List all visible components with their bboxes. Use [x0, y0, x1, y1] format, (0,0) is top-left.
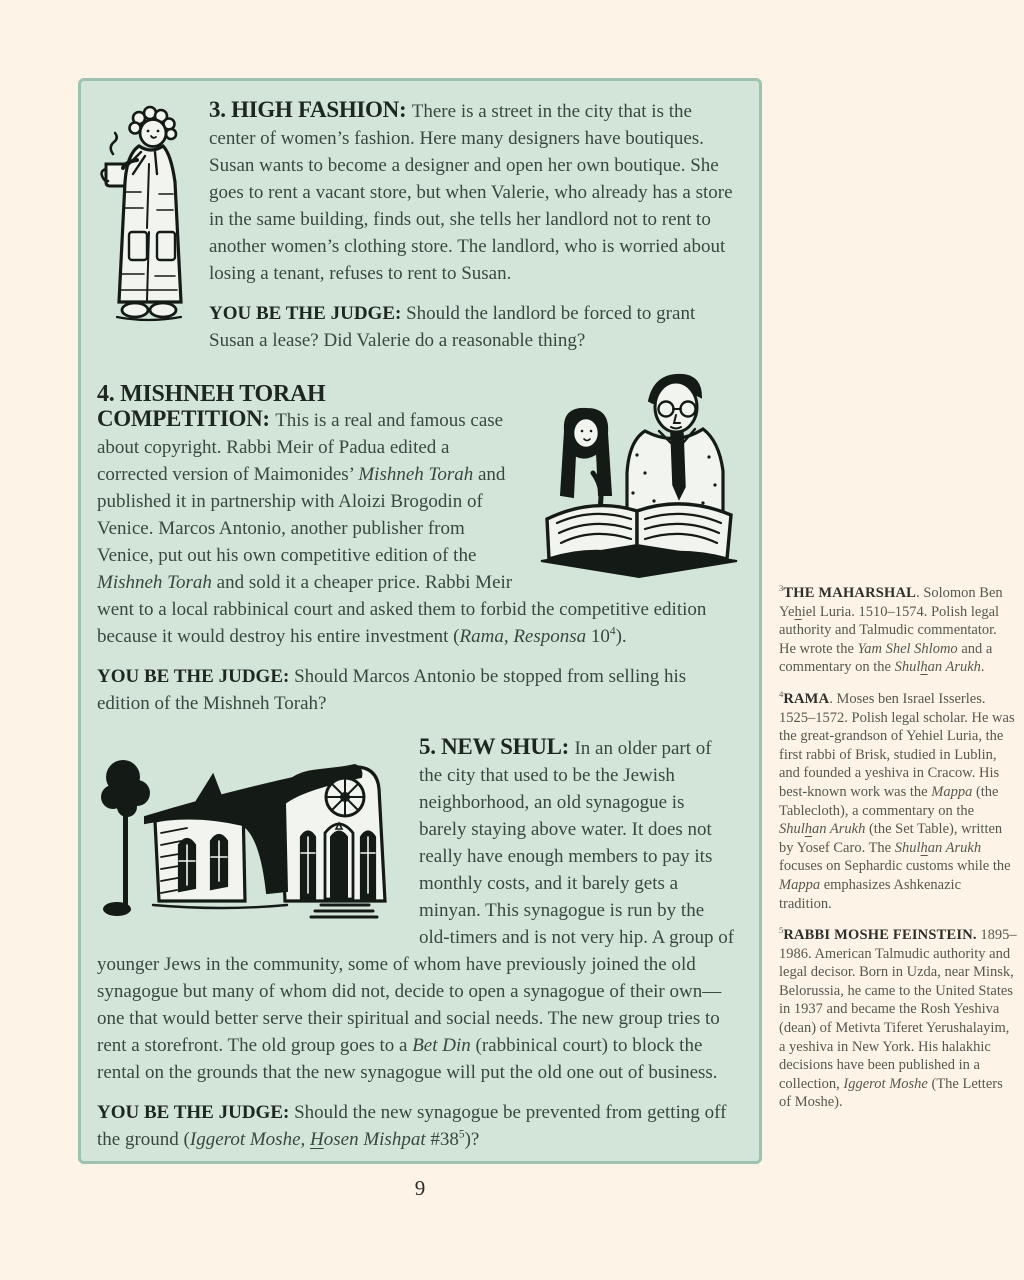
case-paragraph: 5. NEW SHUL: In an older part of the city that used to be the Jewish neighborhood, an old synagogue is barely staying above water. It does not really have enough members to pay its monthly costs, and it barely gets a minyan. This synagogue is run by the old-timers and is not very hip. A group of younger Jews in the community, some of whom have previously joined the old synagogue but many of whom did not, decide to open a synagogue of their own—one that would better serve their spiritual and social needs. The new group tries to rent a storefront. The old group goes to a Bet Din (rabbinical court) to block the rental on the grounds that the new synagogue will put the old one out of business. [97, 734, 735, 1083]
rose-window-icon [326, 778, 364, 816]
page-number: 9 [414, 1176, 426, 1200]
case-paragraph: 3. HIGH FASHION: There is a street in the city that is the center of women’s fashion. Here many designers have boutiques. Susan wants to become a designer and open her own boutique. She goes to rent a vacant store, but when Valerie, who already has a store in the same building, finds out, she tells her landlord not to rent to another women’s clothing store. The landlord, who is worried about losing a tenant, refuses to rent to Susan. [209, 97, 733, 284]
section-heading-mishneh-torah: 4. MISHNEH TORAH [97, 381, 326, 407]
cases-panel [78, 78, 762, 1164]
synagogue-illustration [93, 741, 407, 925]
judge-paragraph: YOU BE THE JUDGE: Should the landlord be forced to grant Susan a lease? Did Valerie do a reasonable thing? [209, 303, 696, 351]
readers-illustration [533, 369, 745, 577]
woman-with-cup-illustration [97, 98, 197, 354]
judge-paragraph: YOU BE THE JUDGE: Should the new synagogue be prevented from getting off the ground (Iggerot Moshe, Hosen Mishpat $\#38^5$)? [97, 1102, 727, 1150]
high-fashion-text [209, 98, 733, 354]
section-mishneh-torah-competition [81, 381, 759, 717]
judge-paragraph: YOU BE THE JUDGE: Should Marcos Antonio be stopped from selling his edition of the Mishneh Torah? [97, 666, 687, 714]
footnote-the-maharshal: $^3$THE MAHARSHAL. Solomon Ben Yehiel Luria. 1510–1574. Polish legal authority and Talmudic commentator. He wrote the Yam Shel Shlomo and a commentary on the Shulhan Arukh. [779, 583, 1003, 676]
tree-icon [101, 760, 150, 916]
footnotes-sidebar [779, 584, 1017, 1125]
steam-icon [111, 133, 117, 154]
section-new-shul [81, 735, 759, 1153]
case-paragraph: COMPETITION: This is a real and famous case about copyright. Rabbi Meir of Padua edited a corrected version of Maimonides’ Mishneh Torah and published it in partnership with Aloizi Brogodin of Venice. Marcos Antonio, another publisher from Venice, put out his own competitive edition of the Mishneh Torah and sold it a cheaper price. Rabbi Meir went to a local rabbinical court and asked them to forbid the competitive edition because it would destroy his entire investment (Rama, Responsa $10^4$). [97, 406, 707, 647]
footnote-rama: $^4$RAMA. Moses ben Israel Isserles. 1525–1572. Polish legal scholar. He was the great-grandson of Yehiel Luria, the first rabbi of Brisk, studied in Lublin, and founded a yeshiva in Cracow. His best-known work was the Mappa (the Tablecloth), a commentary on the Shulhan Arukh (the Set Table), written by Yosef Caro. The Shulhan Arukh focuses on Sephardic customs while the Mappa emphasizes Ashkenazic tradition. [779, 689, 1015, 912]
footnote-rabbi-moshe-feinstein: $^5$RABBI MOSHE FEINSTEIN. 1895–1986. American Talmudic authority and legal decisor. Born in Uzda, near Minsk, Belorussia, he came to the United States in 1937 and became the Rosh Yeshiva (dean) of Metivta Tiferet Yerushalayim, a yeshiva in New York. His halakhic decisions have been published in a collection, Iggerot Moshe (The Letters of Moshe). [779, 925, 1017, 1111]
section-high-fashion [81, 81, 759, 354]
